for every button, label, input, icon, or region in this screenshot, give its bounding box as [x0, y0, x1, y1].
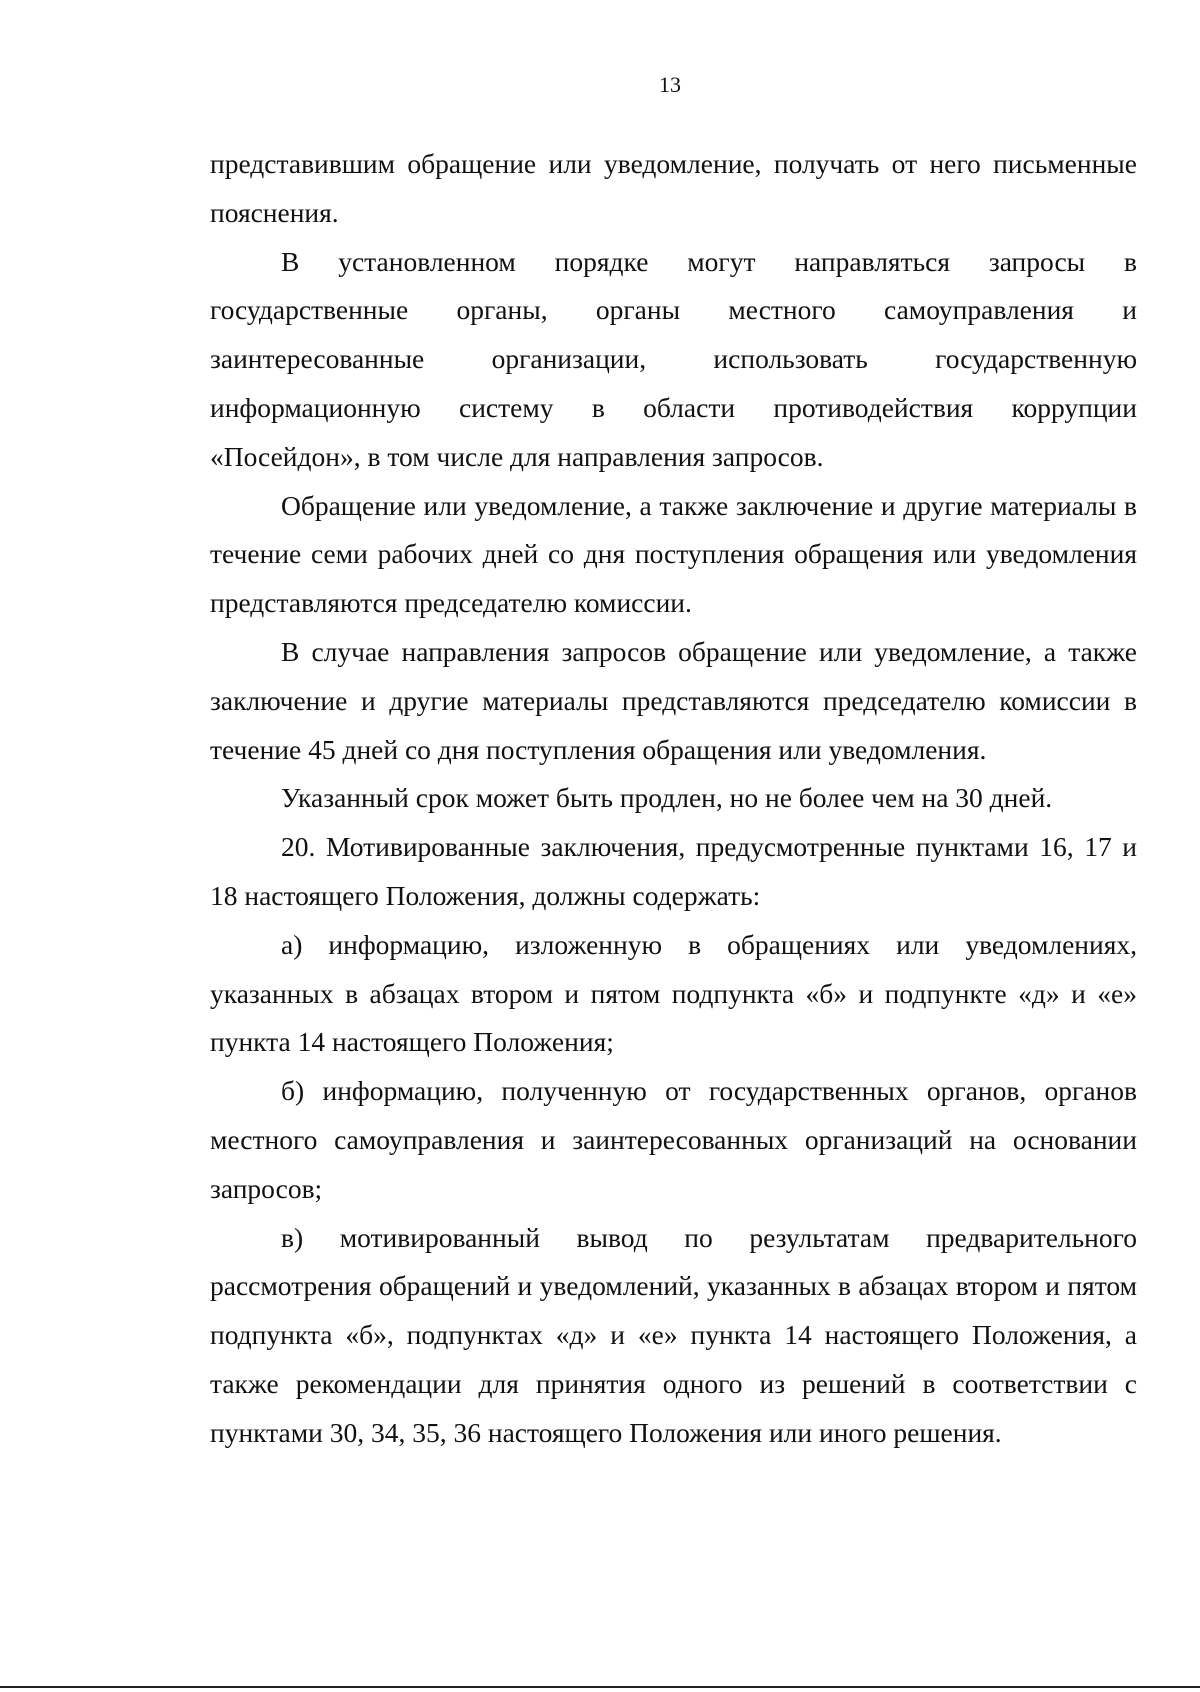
paragraph-extension: Указанный срок может быть продлен, но не более чем на 30 дней.: [281, 782, 1053, 814]
paragraph-item-20: 20. Мотивированные заключения, предусмотренные пунктами 16, 17 и 18 настоящего Положения, должны содержать:: [210, 831, 1137, 911]
document-body: [210, 140, 1137, 1458]
paragraph-submission-45-days: В случае направления запросов обращение или уведомление, а также заключение и другие материалы представляются председателю комиссии в течение 45 дней со дня поступления обращения или уведомления.: [210, 635, 1137, 765]
page-number: 13: [659, 72, 681, 97]
paragraph-requests: В установленном порядке могут направляться запросы в государственные органы, органы местного самоуправления и заинтересованные организации, использовать государственную информационную систему в области противодействия коррупции «Посейдон», в том числе для направления запросов.: [210, 245, 1137, 472]
paragraph-continuation: представившим обращение или уведомление, получать от него письменные пояснения.: [210, 148, 1137, 228]
scan-bottom-edge: [0, 1686, 1200, 1688]
paragraph-submission-seven-days: Обращение или уведомление, а также заключение и другие материалы в течение семи рабочих дней со дня поступления обращения или уведомления представляются председателю комиссии.: [210, 489, 1137, 619]
paragraph-subitem-b: б) информацию, полученную от государственных органов, органов местного самоуправления и заинтересованных организаций на основании запросов;: [210, 1075, 1137, 1204]
paragraph-subitem-v: в) мотивированный вывод по результатам предварительного рассмотрения обращений и уведомлений, указанных в абзацах втором и пятом подпункта «б», подпунктах «д» и «е» пункта 14 настоящего Положения, а также рекомендации для принятия одного из решений в соответствии с пунктами 30, 34, 35, 36 настоящего Положения или иного решения.: [210, 1221, 1137, 1448]
paragraph-subitem-a: а) информацию, изложенную в обращениях или уведомлениях, указанных в абзацах втором и пятом подпункта «б» и подпункте «д» и «е» пункта 14 настоящего Положения;: [210, 928, 1137, 1058]
